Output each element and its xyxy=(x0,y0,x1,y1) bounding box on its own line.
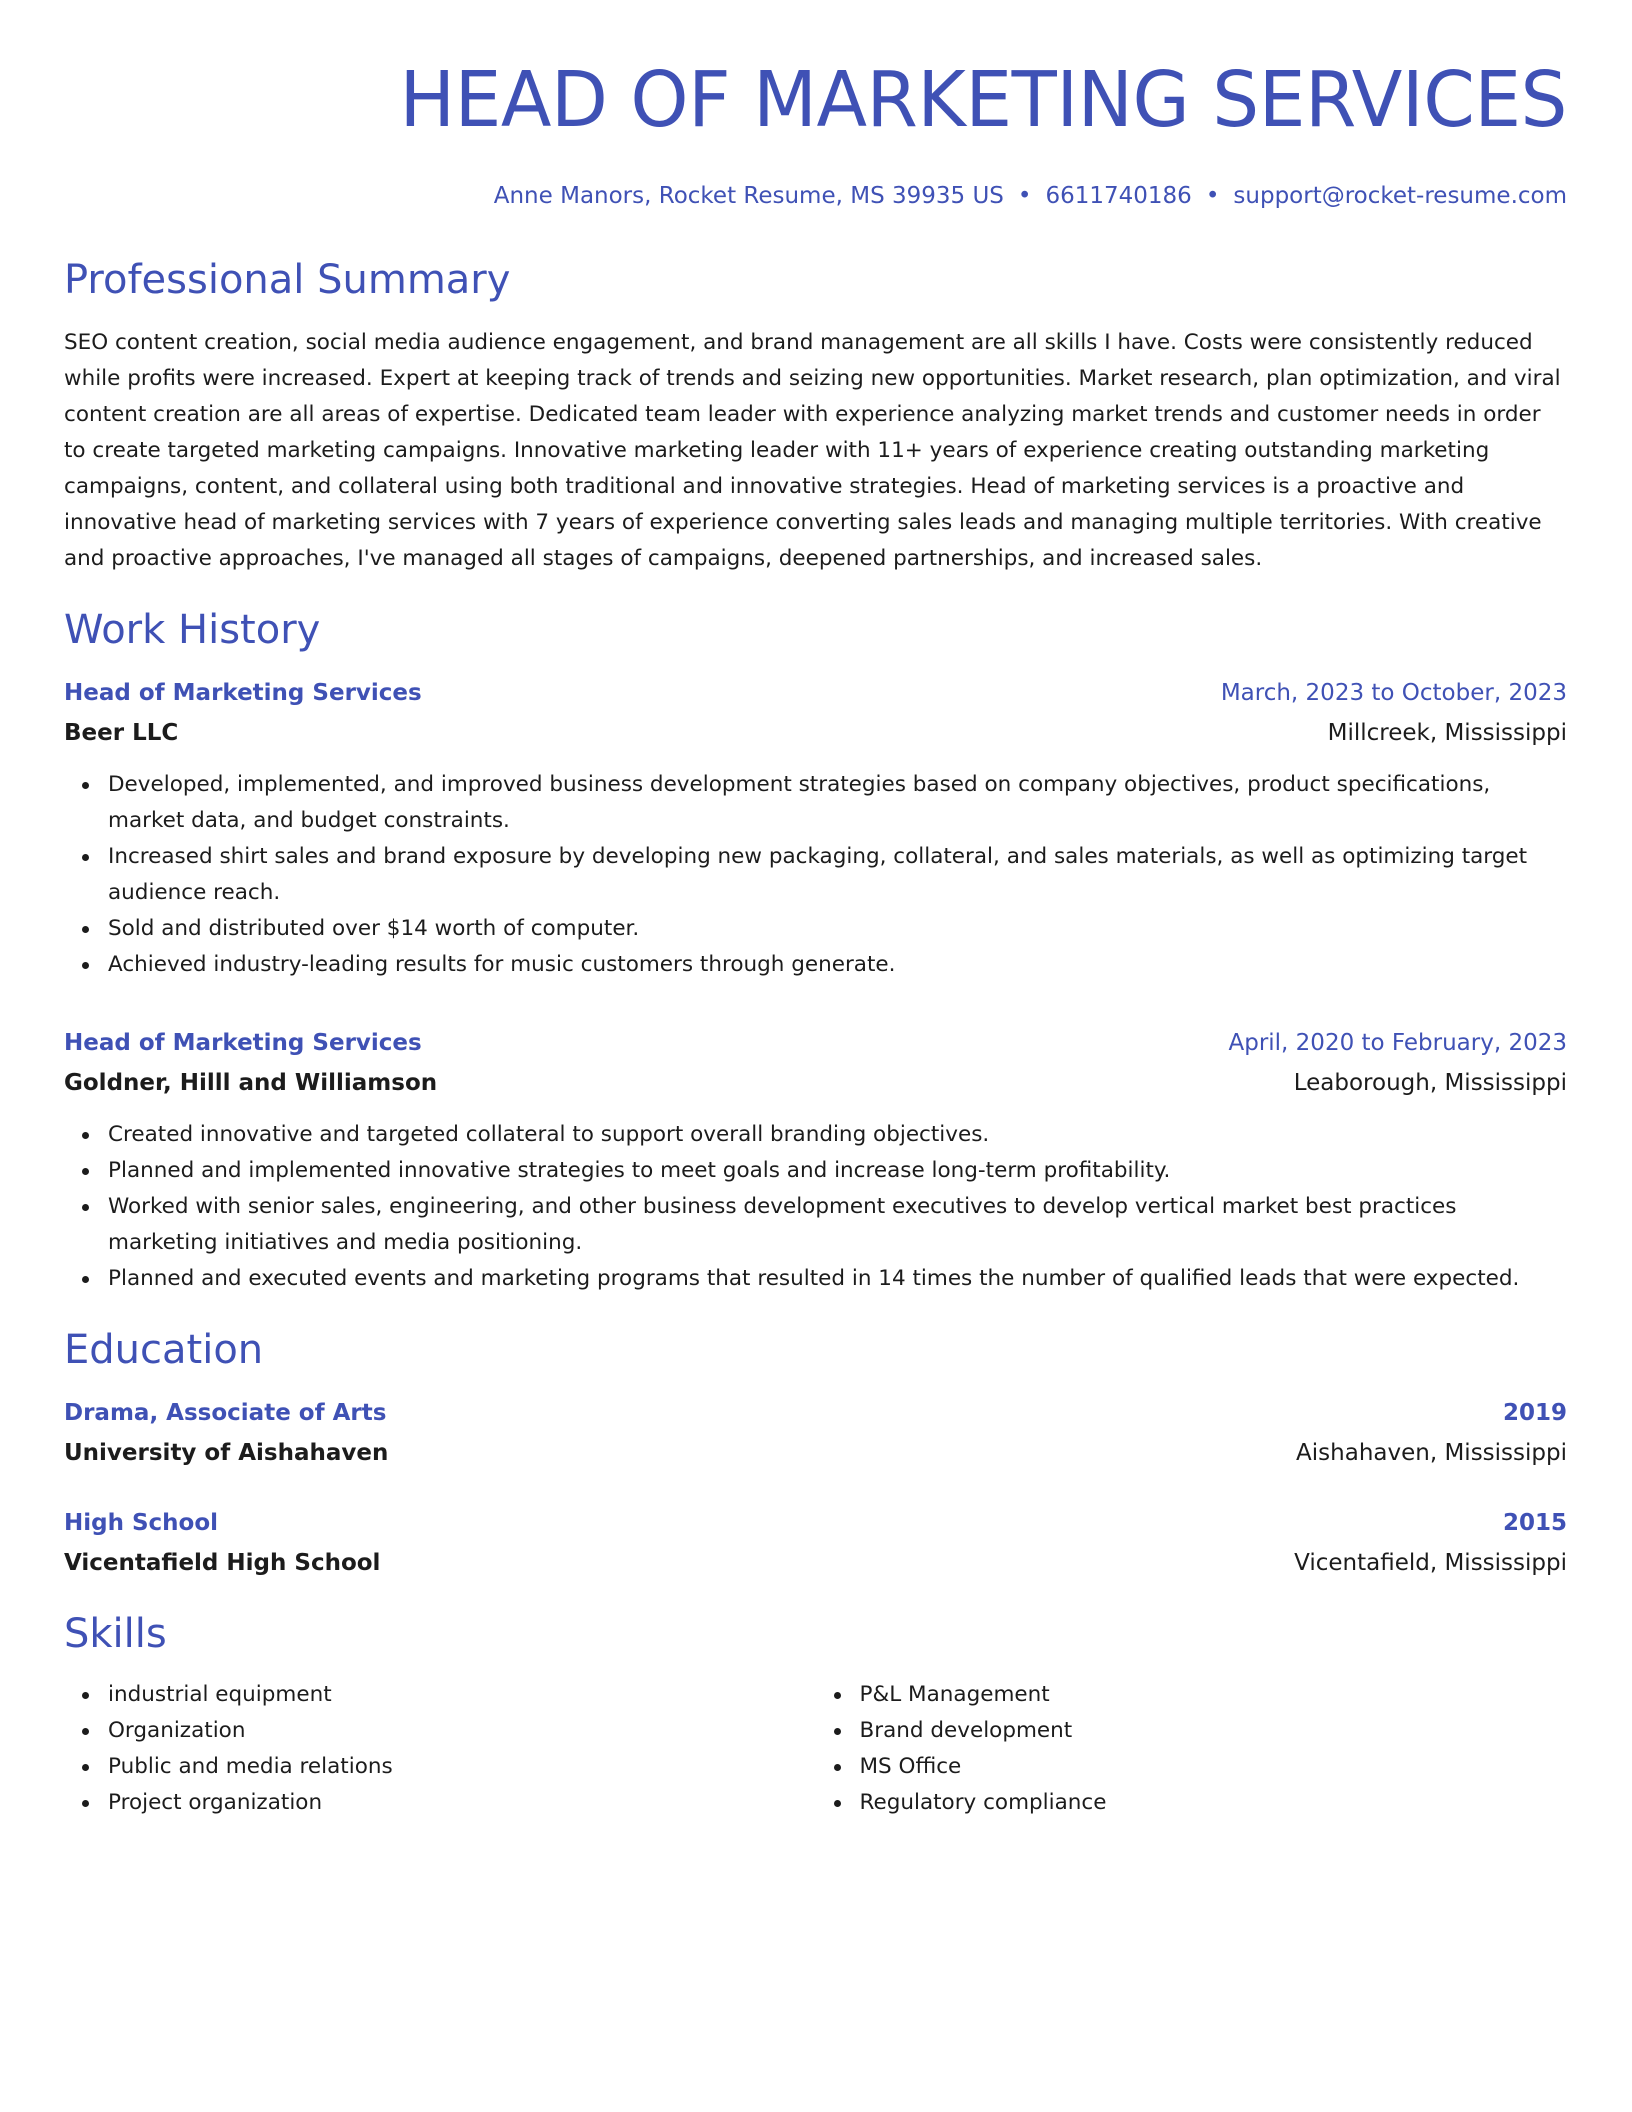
contact-email[interactable]: support@rocket-resume.com xyxy=(1233,183,1567,209)
job-bullet: Increased shirt sales and brand exposure by developing new packaging, collateral, and sales materials, as well as optimizing target audience reach. xyxy=(108,839,1567,911)
job-company-row xyxy=(64,1063,1567,1103)
job-bullet: Sold and distributed over $14 worth of computer. xyxy=(108,911,1567,947)
job-title-row xyxy=(64,673,1567,713)
education-year: 2015 xyxy=(1502,1510,1567,1536)
education-location: Vicentafield, Mississippi xyxy=(1294,1550,1567,1576)
education-school-row xyxy=(64,1433,1567,1473)
job-bullet: Created innovative and targeted collateral to support overall branding objectives. xyxy=(108,1117,1567,1153)
job-company: Beer LLC xyxy=(64,720,179,746)
job-bullet: Achieved industry-leading results for music customers through generate. xyxy=(108,947,1567,983)
job-entry xyxy=(64,673,1567,983)
contact-line xyxy=(64,181,1567,211)
job-location: Millcreek, Mississippi xyxy=(1327,720,1567,746)
resume-title: HEAD OF MARKETING SERVICES xyxy=(399,56,1567,145)
education-degree: Drama, Associate of Arts xyxy=(64,1400,387,1426)
job-bullet: Planned and implemented innovative strategies to meet goals and increase long-term profitability. xyxy=(108,1153,1567,1189)
education-entry xyxy=(64,1393,1567,1473)
job-company-row xyxy=(64,713,1567,753)
skill-item: industrial equipment xyxy=(108,1677,816,1713)
job-bullet: Planned and executed events and marketing programs that resulted in 14 times the number of qualified leads that were expected. xyxy=(108,1261,1567,1297)
skills-list-left xyxy=(64,1677,816,1821)
work-history-heading: Work History xyxy=(64,607,321,653)
education-degree: High School xyxy=(64,1510,219,1536)
summary-text: SEO content creation, social media audience engagement, and brand management are all skills I have. Costs were consistently reduced while profits were increased. Expert at keeping track of trends and seizing new opportunities. Market research, plan optimization, and viral content creation are all areas of expertise. Dedicated team leader with experience analyzing market trends and customer needs in order to create targeted marketing campaigns. Innovative marketing leader with 11+ years of experience creating outstanding marketing campaigns, content, and collateral using both traditional and innovative strategies. Head of marketing services is a proactive and innovative head of marketing services with 7 years of experience converting sales leads and managing multiple territories. With creative and proactive approaches, I've managed all stages of campaigns, deepened partnerships, and increased sales. xyxy=(64,330,1561,571)
skill-item: P&L Management xyxy=(860,1677,1568,1713)
skills-list-right xyxy=(816,1677,1568,1821)
job-dates: April, 2020 to February, 2023 xyxy=(1228,1030,1567,1056)
education-school-row xyxy=(64,1543,1567,1583)
education-heading: Education xyxy=(64,1327,264,1373)
skills-heading: Skills xyxy=(64,1611,167,1657)
job-location: Leaborough, Mississippi xyxy=(1293,1070,1567,1096)
job-title-row xyxy=(64,1023,1567,1063)
education-degree-row xyxy=(64,1503,1567,1543)
education-location: Aishahaven, Mississippi xyxy=(1296,1440,1567,1466)
job-bullets xyxy=(64,767,1567,983)
education-year: 2019 xyxy=(1502,1400,1567,1426)
skill-item: Organization xyxy=(108,1713,816,1749)
summary-heading: Professional Summary xyxy=(64,257,511,303)
education-school: Vicentafield High School xyxy=(64,1550,381,1576)
job-dates: March, 2023 to October, 2023 xyxy=(1220,680,1567,706)
skill-item: Project organization xyxy=(108,1785,816,1821)
job-bullet: Developed, implemented, and improved business development strategies based on company objectives, product specifications, market data, and budget constraints. xyxy=(108,767,1567,839)
skill-item: MS Office xyxy=(860,1749,1568,1785)
education-entry xyxy=(64,1503,1567,1583)
resume-header xyxy=(64,48,1567,211)
skills-grid xyxy=(64,1677,1567,1821)
contact-phone: 6611740186 xyxy=(1045,183,1192,209)
contact-separator: • xyxy=(1205,183,1220,209)
job-entry xyxy=(64,1023,1567,1297)
skill-item: Brand development xyxy=(860,1713,1568,1749)
skill-item: Regulatory compliance xyxy=(860,1785,1568,1821)
education-degree-row xyxy=(64,1393,1567,1433)
job-title: Head of Marketing Services xyxy=(64,680,422,706)
skill-item: Public and media relations xyxy=(108,1749,816,1785)
contact-address: Anne Manors, Rocket Resume, MS 39935 US xyxy=(493,183,1004,209)
education-school: University of Aishahaven xyxy=(64,1440,389,1466)
job-bullets xyxy=(64,1117,1567,1297)
job-company: Goldner, Hilll and Williamson xyxy=(64,1070,438,1096)
contact-separator: • xyxy=(1017,183,1032,209)
job-bullet: Worked with senior sales, engineering, and other business development executives to develop vertical market best practices marketing initiatives and media positioning. xyxy=(108,1189,1567,1261)
job-title: Head of Marketing Services xyxy=(64,1030,422,1056)
